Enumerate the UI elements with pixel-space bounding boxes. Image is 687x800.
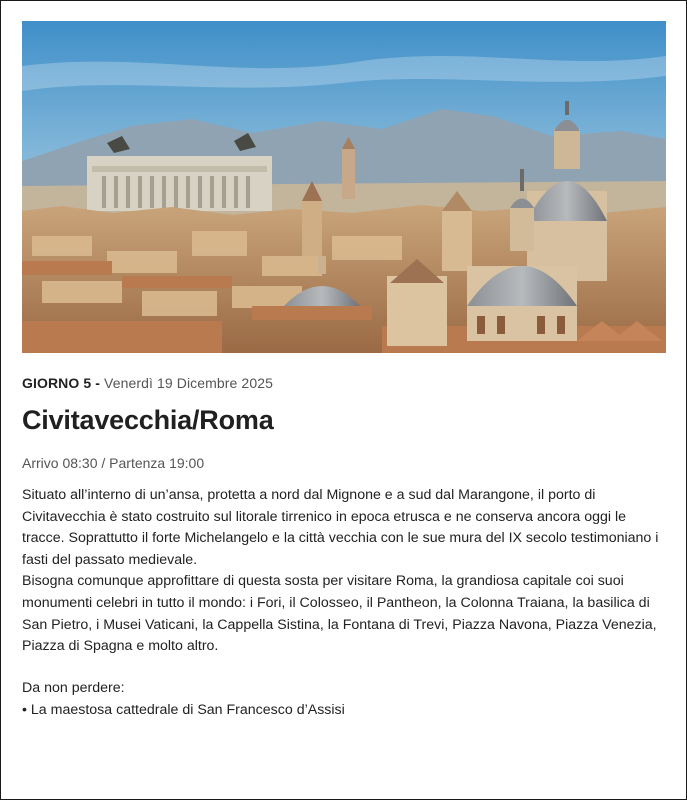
highlights-list	[22, 700, 662, 722]
highlights-title: Da non perdere:	[22, 680, 125, 696]
description-paragraph: Bisogna comunque approfittare di questa sosta per visitare Roma, la grandiosa capitale coi suoi monumenti celebri in tutto il mondo: i Fori, il Colosseo, il Pantheon, la Colonna Traiana, la basilica di San Pietro, i Musei Vaticani, la Cappella Sistina, la Fontana di Trevi, Piazza Navona, Piazza Venezia, Piazza di Spagna e molto altro.	[22, 573, 657, 655]
rome-skyline-photo	[22, 21, 666, 353]
arrival-departure-times: Arrivo 08:30 / Partenza 19:00	[22, 455, 205, 471]
rome-skyline-illustration	[22, 21, 666, 353]
day-separator: -	[95, 375, 101, 391]
description-paragraph: Situato all’interno di un’ansa, protetta a nord dal Mignone e a sud dal Marangone, il porto di Civitavecchia è stato costruito sul litorale tirrenico in epoca etrusca e ne conserva ancora oggi le tracce. Soprattutto il forte Michelangelo e la città vecchia con le sue mura del IX secolo testimoniano i fasti del passato medievale.	[22, 487, 659, 568]
day-date: Venerdì 19 Dicembre 2025	[104, 375, 273, 391]
port-title: Civitavecchia/Roma	[22, 405, 274, 435]
day-header	[22, 375, 273, 391]
highlight-item: • La maestosa cattedrale di San Francesco d’Assisi	[22, 700, 662, 722]
day-label: GIORNO 5	[22, 375, 92, 391]
port-description	[22, 485, 670, 658]
highlights-section	[22, 678, 662, 721]
